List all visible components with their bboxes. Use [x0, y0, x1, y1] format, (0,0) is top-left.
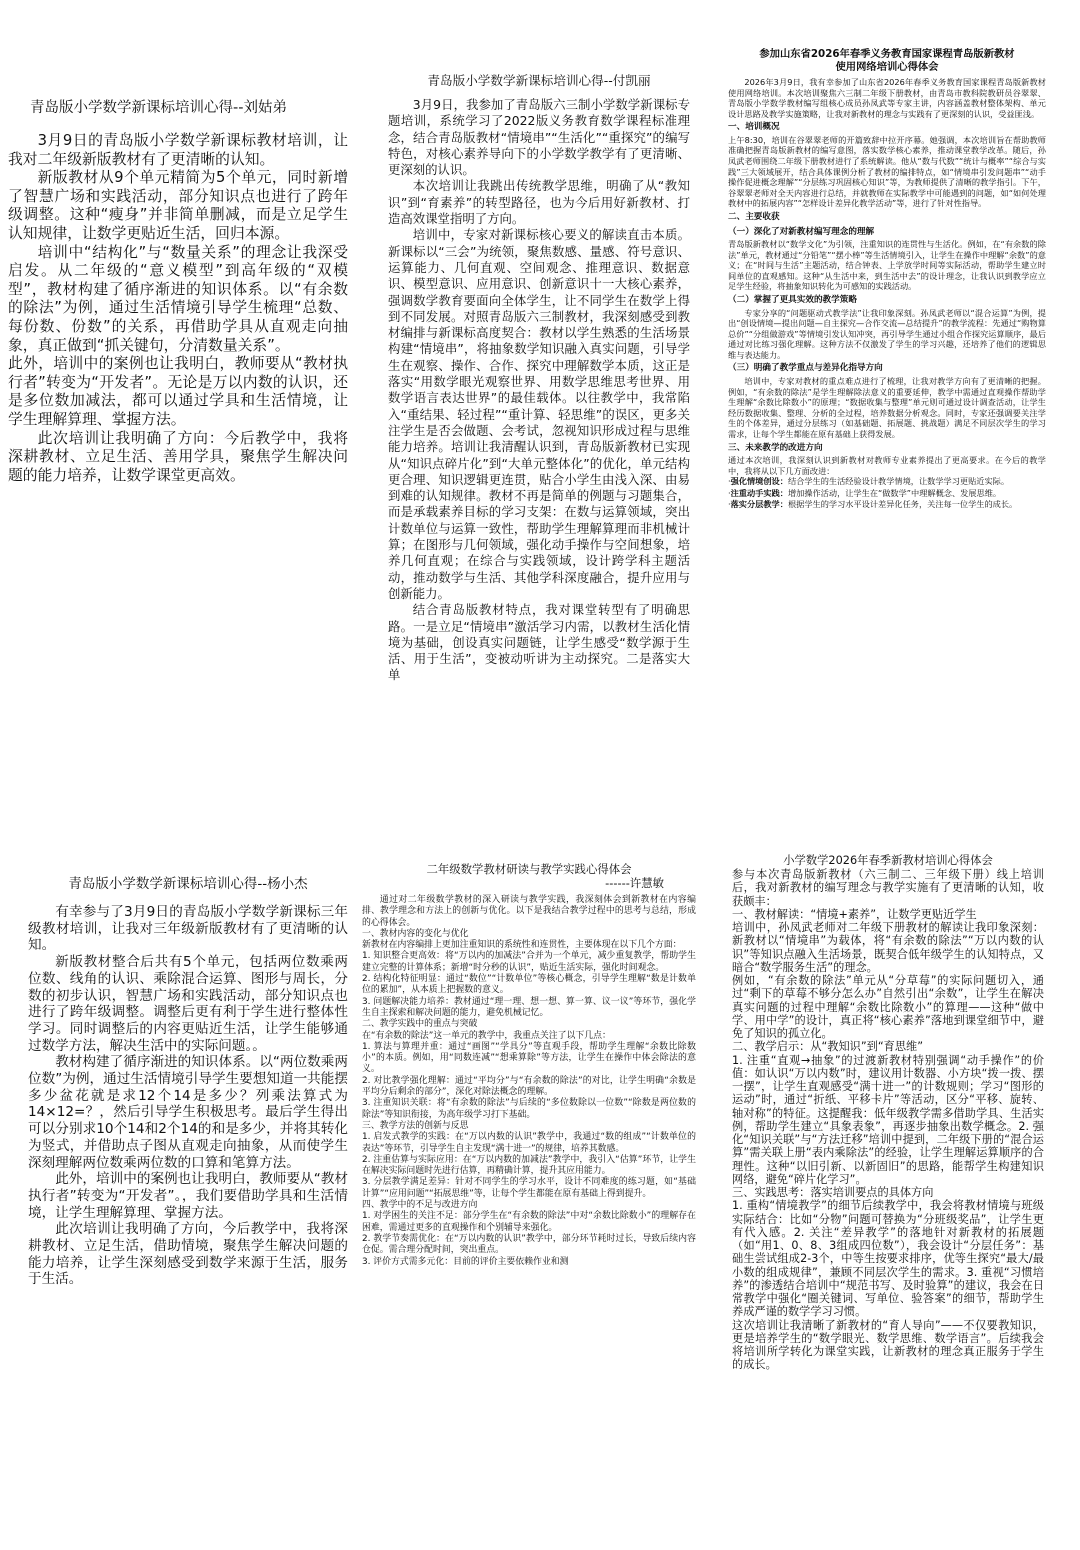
- training-essay-yang: [28, 874, 348, 1374]
- report-title-line: 参加山东省2026年春季义务教育国家课程青岛版新教材: [759, 48, 1015, 60]
- subsection-heading: （二）掌握了更具实效的教学策略: [728, 295, 857, 305]
- essay-paragraph: 新版教材从9个单元精简为5个单元，同时新增了智慧广场和实践活动，部分知识点也进行了跨年级调整。这种“瘦身”并非简单删减，而是立足学生认知规律，让数学更贴近生活，回归本源。: [8, 169, 348, 242]
- list-item-label: 注重动手实践：: [730, 487, 788, 498]
- list-item: [728, 488, 1046, 499]
- essay-paragraph: 本次培训让我跳出传统教学思维，明确了从“教知识”到“育素养”的转型路径，也为今后用好新教材、打造高效课堂指明了方向。: [388, 178, 690, 227]
- essay-paragraph: 结合青岛版教材特点，我对课堂转型有了明确思路。一是立足“情境串”激活学习内需，以教材生活化情境为基础，创设真实问题链，让学生感受“数学源于生活、用于生活”，变被动听讲为主动探究。二是落实大单: [388, 602, 690, 683]
- essay-paragraph: 3. 分层教学满足差异：针对不同学生的学习水平，设计不同难度的练习题，如“基础计算”“应用问题”“拓展思维”等，让每个学生都能在原有基础上得到提升。: [362, 1177, 696, 1199]
- list-item: [728, 476, 1046, 487]
- training-essay-liu: [8, 98, 348, 618]
- essay-paragraph: 3月9日，我参加了青岛版六三制小学数学新课标专题培训，系统学习了2022版义务教育数学课程标准理念，结合青岛版教材“情境串”“生活化”“重探究”的编写特色，对核心素养导向下的小学数学教学有了更清晰、更深刻的认识。: [388, 97, 690, 178]
- list-item-text: 根据学生的学习水平设计差异化任务，关注每一位学生的成长。: [787, 499, 1018, 510]
- list-item-text: 增加操作活动，让学生在“做数学”中理解概念、发展思维。: [787, 487, 1002, 498]
- bullet-icon: ·: [728, 487, 731, 498]
- list-item-label: 落实分层教学：: [730, 499, 788, 510]
- report-title: [728, 48, 1046, 74]
- list-item-label: 强化情境创设：: [730, 476, 788, 487]
- essay-paragraph: 2. 教学节奏需优化：在“万以内数的认识”教学中，部分环节耗时过长，导致后续内容仓促。需合理分配时间，突出重点。: [362, 1233, 696, 1256]
- essay-paragraph: 参与本次青岛版新教材（六三制二、三年级下册）线上培训后，我对新教材的编写理念与教学实施有了更清晰的认知，收获颇丰：: [732, 868, 1044, 908]
- section-heading: 三、未来教学的改进方向: [728, 442, 823, 453]
- essay-paragraph: 3. 注重知识关联：将“有余数的除法”与后续的“多位数除以一位数”“除数是两位数的除法”等知识衔接，为高年级学习打下基础。: [362, 1098, 696, 1120]
- essay-paragraph: 1. 对学困生的关注不足：部分学生在“有余数的除法”中对“余数比除数小”的理解存在困难，需通过更多的直观操作和个别辅导来强化。: [362, 1211, 696, 1233]
- essay-paragraph: 三、教学方法的创新与反思: [362, 1120, 469, 1131]
- section-heading: 二、主要收获: [728, 212, 780, 223]
- section-body: 通过本次培训，我深刻认识到新教材对教师专业素养提出了更高要求。在今后的教学中，我将从以下几方面改进：: [728, 455, 1046, 476]
- essay-body: [362, 895, 696, 1268]
- essay-title: 青岛版小学数学新课标培训心得--杨小杰: [68, 876, 308, 892]
- essay-title: 青岛版小学数学新课标培训心得--刘姑弟: [30, 100, 287, 116]
- essay-paragraph: 此外，培训中的案例也让我明白，教师要从“教材执行者”转变为“开发者”。，我们要借助学具和生活情境，让学生理解算理、掌握方法。: [28, 1171, 348, 1221]
- subsection-heading: （三）明确了教学重点与差异化指导方向: [728, 363, 883, 374]
- section-body: 上午8:30，培训在谷翠翠老师的开篇致辞中拉开序幕。她强调，本次培训旨在帮助教师准确把握青岛版新教材的编写意图，落实数学核心素养，推动课堂教学改革。随后，孙凤武老师围绕二年级下册教材进行了系统解读。他从“数与代数”“统计与概率”“综合与实践”三大领域展开，结合具体课例分析了教材的编排特点，如“情境串引发问题串”“动手操作促进概念理解”“分层练习巩固核心知识”等，为教师提供了清晰的教学指引。下午，谷翠翠老师对全天内容进行总结，并就教师在实际教学中可能遇到的问题，如“如何处理教材中的拓展内容”“怎样设计差异化教学活动”等，进行了针对性指导。: [728, 134, 1046, 209]
- essay-paragraph: 教材构建了循序渐进的知识体系。以“两位数乘两位数”为例，通过生活情境引导学生要想知道一共能摆多少盆花就是求12个14是多少？列乘法算式为14×12=？，然后引导学生积极思考。最后学生得出可以分别求10个14和2个14的和是多少，并将其转化为竖式，并借助点子图从直观走向抽象，从而使学生深刻理解两位数乘两位数的口算和笔算方法。: [28, 1054, 348, 1171]
- section-heading: 一、培训概况: [728, 122, 780, 133]
- essay-paragraph: 2. 结构化特征明显：通过“数位”“计数单位”等核心概念，引导学生理解“数是计数单位的累加”，从本质上把握数的意义。: [362, 974, 696, 996]
- essay-title: 二年级数学教材研读与教学实践心得体会: [426, 862, 632, 876]
- essay-paragraph: 在“有余数的除法”这一单元的教学中，我重点关注了以下几点：: [362, 1030, 611, 1041]
- essay-paragraph: 此次培训让我明确了方向，今后教学中，我将深耕教材、立足生活，借助情境，聚焦学生解决问题的能力培养，让学生深刻感受到数学来源于生活，服务于生活。: [28, 1221, 348, 1288]
- essay-paragraph: 这次培训让我清晰了新教材的“育人导向”——不仅要教知识，更是培养学生的“数学眼光、数学思维、数学语言”。后续我会将培训所学转化为课堂实践，让新教材的理念真正服务于学生的成长。: [732, 1318, 1044, 1372]
- essay-paragraph: 培训中，孙凤武老师对二年级下册教材的解读让我印象深刻：新教材以“情境串”为载体，将“有余数的除法”“万以内数的认识”等知识点融入生活场景，既契合低年级学生的认知特点，又暗合“数学服务生活”的理念。: [732, 921, 1044, 974]
- essay-paragraph: 此外，培训中的案例也让我明白，教师要从“教材执行者”转变为“开发者”。无论是万以内数的认识，还是多位数加减法，都可以通过学具和生活情境，让学生理解算理、掌握方法。: [8, 355, 348, 428]
- section-heading: 三、实践思考：落实培训要点的具体方向: [732, 1186, 934, 1199]
- essay-paragraph: 1. 知识整合更高效：将“万以内的加减法”合并为一个单元，减少重复教学，帮助学生建立完整的计算体系；新增“时分秒的认识”，贴近生活实际，强化时间观念。: [362, 951, 696, 973]
- essay-paragraph: 1. 注重“直观→抽象”的过渡新教材特别强调“动手操作”的价值：如认识“万以内数”时，建议用计数器、小方块“拨一拨、摆一摆”，让学生直观感受“满十进一”的计数规则；学习“图形的运动”时，通过“折纸、平移卡片”等活动，区分“平移、旋转、轴对称”的特征。这提醒我：低年级教学需多借助学具、生活实例，帮助学生建立“具象表象”，再逐步抽象出数学概念。2. 强化“知识关联”与“方法迁移”培训中提到，二年级下册的“混合运算”需关联上册“表内乘除法”的经验，让学生理解运算顺序的合理性。这种“以旧引新、以新固旧”的思路，能帮学生构建知识网络，避免“碎片化学习”。: [732, 1053, 1044, 1186]
- essay-paragraph: 新版教材整合后共有5个单元，包括两位数乘两位数、线角的认识、乘除混合运算、图形与周长，分数的初步认识，智慧广场和实践活动，部分知识点也进行了跨年级调整。调整后更有利于学生进行整体性学习。同时调整后的内容更贴近生活，让学生能够通过数学方法，解决生活中的实际问题。。: [28, 954, 348, 1054]
- essay-paragraph: 培训中“结构化”与“数量关系”的理念让我深受启发。从二年级的“意义模型”到高年级的“双模型”，教材构建了循序渐进的知识体系。以“有余数的除法”为例，通过生活情境引导学生梳理“总数、每份数、份数”的关系，再借助学具从直观走向抽象，真正做到“抓关键句，分清数量关系”。: [8, 243, 348, 354]
- essay-paragraph: 培训中，专家对新课标核心要义的解读直击本质。新课标以“三会”为统领，聚焦数感、量感、符号意识、运算能力、几何直观、空间观念、推理意识、数据意识、模型意识、应用意识、创新意识十一大核心素养，强调数学教育要面向全体学生，让不同学生在数学上得到不同发展。对照青岛版六三制教材，我深刻感受到教材编排与新课标高度契合：教材以学生熟悉的生活场景构建“情境串”，将抽象数学知识融入真实问题，引导学生在观察、操作、合作、探究中理解数学本质，这正是落实“用数学眼光观察世界、用数学思维思考世界、用数学语言表达世界”的最佳载体。以往教学中，我常陷入“重结果、轻过程”“重计算、轻思维”的误区，更多关注学生是否会做题、会考试，忽视知识形成过程与思维能力培养。培训让我清醒认识到，青岛版新教材已实现从“知识点碎片化”到“大单元整体化”的优化，单元结构更合理、知识逻辑更连贯，贴合小学生由浅入深、由易到难的认知规律。教材不再是简单的例题与习题集合，而是承载素养目标的学习支架：在数与运算领域，突出计数单位与运算一致性，帮助学生理解算理而非机械计算；在图形与几何领域，强化动手操作与空间想象，培养几何直观；在综合与实践领域，设计跨学科主题活动，推动数学与生活、其他学科深度融合，提升应用与创新能力。: [388, 227, 690, 601]
- training-essay-fu: [388, 72, 690, 720]
- essay-paragraph: 例如，“有余数的除法”单元从“分草莓”的实际问题切入，通过“剩下的草莓不够分怎么办”自然引出“余数”，让学生在解决真实问题的过程中理解“余数比除数小”的算理——这种“做中学、用中学”的设计，真正将“核心素养”落地到课堂细节中，避免了知识的孤立化。: [732, 974, 1044, 1040]
- section-heading: 二、教学启示：从“教知识”到“育思维”: [732, 1040, 923, 1054]
- essay-paragraph: 有幸参与了3月9日的青岛版小学数学新课标三年级教材培训，让我对三年级新版教材有了更清晰的认知。: [28, 904, 348, 954]
- essay-paragraph: 1. 重构“情境教学”的细节后续教学中，我会将教材情境与班级实际结合：比如“分物”问题可替换为“分班级奖品”，让学生更有代入感。2. 关注“差异教学”的落地针对新教材的拓展题（如“用1、0、8、3组成四位数”），我会设计“分层任务”：基础生尝试组成2-3个，中等生按要求排序，优等生探究“最大/最小数的组成规律”，兼顾不同层次学生的需求。3. 重视“习惯培养”的渗透结合培训中“规范书写、及时验算”的建议，我会在日常教学中强化“圈关键词、写单位、验答案”的细节，帮助学生养成严谨的数学学习习惯。: [732, 1199, 1044, 1319]
- training-essay-spring: [732, 854, 1044, 1494]
- essay-paragraph: 2. 注重估算与实际应用：在“万以内数的加减法”教学中，我引入“估算”环节，让学生在解决实际问题时先进行估算，再精确计算，提升其应用能力。: [362, 1154, 696, 1177]
- essay-paragraph: 3. 评价方式需多元化：目前的评价主要依赖作业和测: [362, 1256, 569, 1267]
- essay-paragraph: 二、教学实践中的重点与突破: [362, 1019, 478, 1030]
- essay-paragraph: 一、教材内容的变化与优化: [362, 928, 469, 939]
- essay-paragraph: 3月9日的青岛版小学数学新课标教材培训，让我对二年级新版教材有了更清晰的认知。: [8, 132, 348, 168]
- essay-paragraph: 1. 算法与算理并重：通过“画图”“学具分”等直观手段，帮助学生理解“余数比除数小”的本质。例如，用“同数连减”“想乘算除”等方法，让学生在操作中体会除法的意义。: [362, 1041, 696, 1075]
- training-essay-xu: [362, 862, 696, 1522]
- report-title-line: 使用网络培训心得体会: [835, 61, 939, 73]
- list-item: [728, 499, 1046, 510]
- bullet-icon: ·: [728, 499, 731, 510]
- section-heading: 一、教材解读：“情境+素养”，让数学更贴近学生: [732, 907, 977, 921]
- bullet-icon: ·: [728, 476, 731, 487]
- list-item-text: 结合学生的生活经验设计教学情境，让数学学习更贴近实际。: [787, 476, 1010, 487]
- essay-paragraph: 2. 对比教学强化理解：通过“平均分”与“有余数的除法”的对比，让学生明确“余数是平均分后剩余的部分”，深化对除法概念的理解。: [362, 1075, 696, 1098]
- subsection-body: 培训中，专家对教材的重点难点进行了梳理，让我对教学方向有了更清晰的把握。例如，“有余数的除法”是学生理解除法意义的重要延伸，教学中需通过直观操作帮助学生理解“余数比除数小”的原理；“数据收集与整理”单元则可通过设计调查活动，让学生经历数据收集、整理、分析的全过程，培养数据分析观念。同时，专家还强调要关注学生的个体差异，通过分层练习（如基础题、拓展题、挑战题）满足不同层次学生的学习需求，让每个学生都能在原有基础上获得发展。: [728, 375, 1046, 439]
- training-report-shandong: [728, 48, 1046, 698]
- essay-paragraph: 3. 问题解决能力培养：教材通过“理一理、想一想、算一算、议一议”等环节，强化学生自主探索和解决问题的能力，避免机械记忆。: [362, 996, 696, 1018]
- report-intro: 2026年3月9日，我有幸参加了山东省2026年春季义务教育国家课程青岛版新教材使用网络培训。本次培训聚焦六三制二年级下册教材，由青岛市教科院教研员谷翠翠、青岛版小学数学教材编写组核心成员孙凤武等专家主讲，内容涵盖教材整体架构、单元设计思路及教学实施策略，让我对新教材的理念与实践有了更深刻的认识，受益匪浅。: [728, 77, 1046, 119]
- subsection-body: 青岛版新教材以“数学文化”为引领，注重知识的连贯性与生活化。例如，在“有余数的除法”单元，教材通过“分铅笔”“摆小棒”等生活情境引入，让学生在操作中理解“余数”的意义；在“时间与生活”主题活动，结合钟表、上学放学时间等实际活动，帮助学生建立时间单位的直观感知。这种“从生活中来，到生活中去”的设计理念，让我认识到教学应立足学生经验，将抽象知识转化为可感知的实践活动。: [728, 239, 1046, 292]
- essay-paragraph: 此次培训让我明确了方向：今后教学中，我将深耕教材、立足生活、善用学具，聚焦学生解决问题的能力培养，让数学课堂更高效。: [8, 429, 348, 484]
- subsection-heading: （一）深化了对新教材编写理念的理解: [728, 226, 875, 237]
- essay-title: 青岛版小学数学新课标培训心得--付凯丽: [427, 73, 651, 88]
- essay-paragraph: 四、教学中的不足与改进方向: [362, 1200, 478, 1211]
- essay-paragraph: 1. 启发式教学的实践：在“万以内数的认识”教学中，我通过“数的组成”“计数单位的表达”等环节，引导学生自主发现“满十进一”的规律，培养其数感。: [362, 1132, 696, 1154]
- essay-signature: ------许慧敏: [605, 876, 664, 890]
- essay-paragraph: 新教材在内容编排上更加注重知识的系统性和连贯性，主要体现在以下几个方面：: [362, 940, 682, 951]
- essay-paragraph: 通过对二年级数学教材的深入研读与教学实践，我深刻体会到新教材在内容编排、教学理念和方法上的创新与优化。以下是我结合教学过程中的思考与总结，形成的心得体会。: [362, 895, 696, 928]
- subsection-body: 专家分享的“问题驱动式教学法”让我印象深刻。孙凤武老师以“混合运算”为例，提出“创设情境—提出问题—自主探究—合作交流—总结提升”的教学流程：先通过“购物算总价”“分组做游戏”等情境引发认知冲突，再引导学生通过小组合作探究运算顺序，最后通过对比练习强化理解。这种方法不仅激发了学生的学习兴趣，还培养了他们的逻辑思维与表达能力。: [728, 307, 1046, 360]
- essay-title: 小学数学2026年春季新教材培训心得体会: [783, 854, 993, 867]
